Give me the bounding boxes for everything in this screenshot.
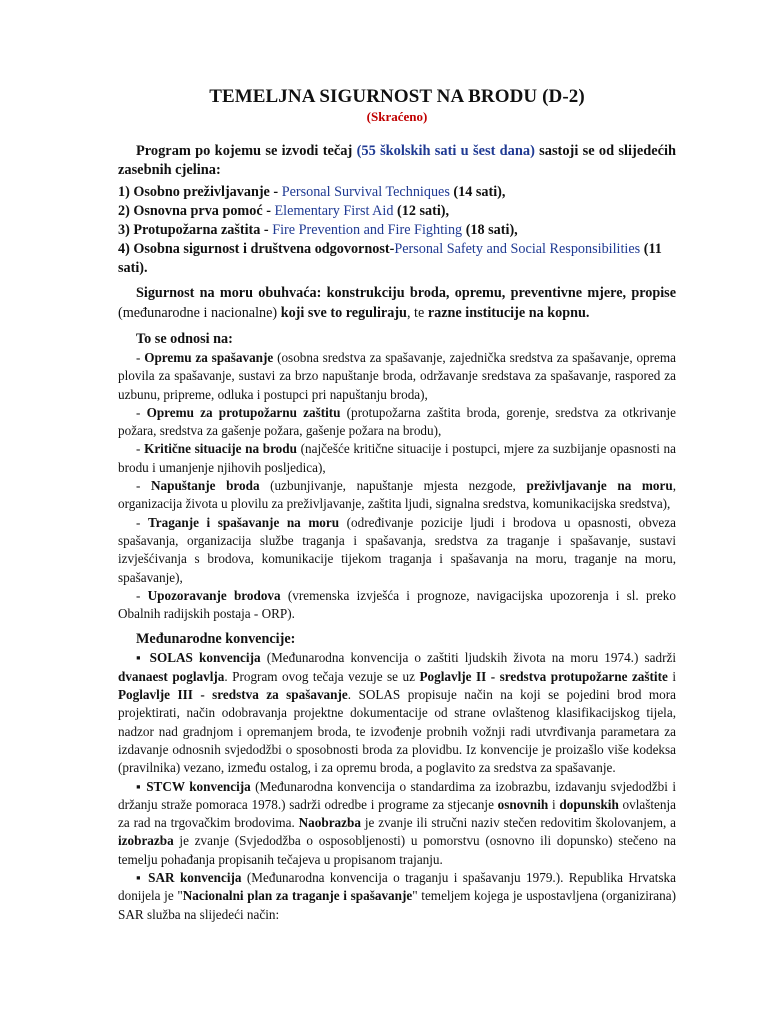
item-text: (određivanje pozicije ljudi i brodova u opasnosti, obveza spašavanja, organizacija službe traganja i spašavanja, sredstva za traganje i spašavanje, sustavi izvješćivanja s brodova, komunikacije tijekom traganja i spašavanja na moru, traganje na moru, spašavanje), — [118, 514, 676, 585]
module-name-hr: 2) Osnovna prva pomoć - — [118, 203, 275, 219]
safety-text: razne institucije na kopnu. — [427, 304, 590, 321]
item-text: (protupožarna zaštita broda, gorenje, sredstva za otkrivanje požara, sredstva za gašenje požara, gašenje požara na brodu), — [118, 404, 676, 439]
safety-text-normal: , te — [406, 304, 428, 321]
convention-text: . SOLAS propisuje način na koji se pojedini brod mora projektirati, način odobravanja projektne dokumentacije od strane ovlaštenog klasifikacijskog tijela, nadzor nad gradnjom i opremanjem broda, te izvođenje probnih vožnji radi utvrđivanja parametara za izdavanje odnosnih svjedodžbi o sposobnosti broda za plovidbu. Iz konvencije je proizašlo više kodeksa (pravilnika) vezano, između ostalog, i za opremu broda, a poglavito za sredstva za spašavanje. — [118, 687, 676, 776]
convention-text: je zvanje (Svjedodžba o osposobljenosti) u pomorstvu (osnovno ili dopunsko) stečeno na temelju pohađanja propisanih tečajeva u propisanom trajanju. — [118, 833, 676, 867]
item-dash: - — [136, 404, 147, 420]
item-dash: - — [136, 441, 145, 457]
bullet-icon: ▪ — [136, 870, 149, 886]
convention-text: " temeljem kojega je uspostavljena (organizirana) SAR služba na slijedeći način: — [118, 888, 676, 922]
intro-text: Program po kojemu se izvodi tečaj — [136, 143, 357, 159]
convention-text: (Međunarodna konvencija o standardima za izobrazbu, izdavanju svjedodžbi i držanju straže pomoraca 1978.) sadrži odredbe i programe za stjecanje — [118, 778, 676, 812]
module-hours: (11 sati). — [118, 241, 662, 276]
convention-name: SOLAS konvencija — [149, 650, 261, 666]
safety-text: koji sve to reguliraju — [277, 304, 407, 321]
module-name-en: Personal Safety and Social Responsibilities — [394, 241, 641, 257]
module-name-hr: 1) Osobno preživljavanje - — [118, 184, 282, 200]
convention-emph: Naobrazba — [298, 815, 361, 831]
convention-text: i — [548, 796, 560, 812]
convention-emph: izobrazba — [118, 833, 174, 849]
convention-text: ovlaštenja za rad na trgovačkim brodovima. — [118, 796, 676, 831]
module-item — [118, 240, 676, 278]
item-title: Opremu za protupožarnu zaštitu — [146, 404, 341, 420]
convention-text: i — [667, 668, 676, 684]
module-item — [118, 221, 676, 240]
stcw-paragraph — [118, 778, 676, 869]
convention-name: SAR konvencija — [148, 870, 242, 886]
item-title: preživljavanje na moru — [526, 478, 673, 494]
bullet-icon: ▪ — [136, 778, 147, 794]
safety-paragraph — [118, 284, 676, 323]
module-name-en: Fire Prevention and Fire Fighting — [272, 222, 463, 238]
convention-emph: Poglavlje III - sredstva za spašavanje — [118, 687, 348, 703]
module-hours: (14 sati), — [449, 184, 506, 200]
refers-item — [118, 477, 676, 514]
item-text: (vremenska izvješća i prognoze, navigacijska upozorenja i sl. preko Obalnih radijskih postaja - ORP). — [118, 587, 676, 622]
module-item — [118, 183, 676, 202]
item-title: Opremu za spašavanje — [144, 350, 274, 365]
module-name-hr: 3) Protupožarna zaštita - — [118, 222, 273, 238]
convention-emph: dvanaest poglavlja — [118, 668, 225, 684]
item-text: (najčešće kritične situacije i postupci, mjere za suzbijanje opasnosti na brodu i umanjenje njihovih posljedica), — [118, 441, 676, 475]
intro-paragraph — [118, 142, 676, 180]
module-name-hr: 4) Osobna sigurnost i društvena odgovornost- — [118, 241, 395, 257]
convention-emph: Poglavlje II - sredstva protupožarne zaštite — [419, 668, 668, 684]
solas-paragraph — [118, 649, 676, 777]
safety-text-normal: (međunarodne i nacionalne) — [118, 304, 278, 321]
item-title: Kritične situacije na brodu — [144, 441, 297, 457]
safety-text: Sigurnost na moru obuhvaća: konstrukciju broda, opremu, preventivne mjere, propise — [136, 285, 676, 301]
conventions-list — [118, 649, 676, 923]
refers-item — [118, 349, 676, 404]
document-page — [118, 86, 676, 924]
module-list — [118, 183, 676, 278]
bullet-icon: ▪ — [136, 650, 150, 666]
conventions-heading: Međunarodne konvencije: — [136, 631, 296, 648]
refers-item — [118, 440, 676, 477]
module-item — [118, 202, 676, 221]
convention-text: . Program ovog tečaja vezuje se uz — [224, 668, 420, 684]
item-text: , organizacija života u plovilu za preživljavanje, zaštita ljudi, signalna sredstva, komunikacijska sredstva), — [118, 478, 676, 512]
module-hours: (18 sati), — [462, 222, 518, 238]
convention-emph: Nacionalni plan za traganje i spašavanje — [182, 888, 413, 904]
item-text: (osobna sredstva za spašavanje, zajednička sredstva za spašavanje, oprema plovila za spašavanje, sustavi za brzo napuštanje broda, održavanje sredstava za spašavanje, raspored za uzbunu, pripreme, odluka i postupci pri napuštanju broda), — [118, 350, 676, 402]
module-name-en: Elementary First Aid — [274, 203, 394, 219]
page-title: TEMELJNA SIGURNOST NA BRODU (D-2) — [209, 86, 585, 107]
convention-name: STCW konvencija — [146, 778, 251, 794]
convention-text: (Međunarodna konvencija o traganju i spašavanju 1979.). Republika Hrvatska donijela je " — [118, 870, 676, 904]
refers-item — [118, 514, 676, 587]
course-duration: (55 školskih sati u šest dana) — [356, 143, 535, 159]
item-text: (uzbunjivanje, napuštanje mjesta nezgode, — [259, 478, 527, 494]
item-title: Traganje i spašavanje na moru — [147, 514, 340, 530]
item-title: Napuštanje broda — [151, 478, 260, 494]
refers-list — [118, 349, 676, 623]
item-dash: - — [136, 350, 145, 365]
convention-emph: osnovnih — [497, 796, 549, 812]
item-dash: - — [136, 514, 148, 530]
item-dash: - — [136, 587, 148, 603]
intro-text-end: sastoji se od slijedećih zasebnih cjelina: — [118, 143, 676, 178]
module-name-en: Personal Survival Techniques — [281, 184, 450, 200]
refers-heading: To se odnosi na: — [136, 331, 233, 347]
module-hours: (12 sati), — [393, 203, 450, 219]
refers-item — [118, 587, 676, 624]
item-dash: - — [136, 478, 151, 494]
convention-text: je zvanje ili stručni naziv stečen redovitim školovanjem, a — [360, 815, 677, 831]
page-subtitle: (Skraćeno) — [366, 109, 428, 124]
refers-item — [118, 404, 676, 441]
sar-paragraph — [118, 869, 676, 924]
convention-text: (Međunarodna konvencija o zaštiti ljudskih života na moru 1974.) sadrži — [260, 650, 676, 666]
item-title: Upozoravanje brodova — [147, 587, 281, 603]
convention-emph: dopunskih — [559, 796, 619, 812]
